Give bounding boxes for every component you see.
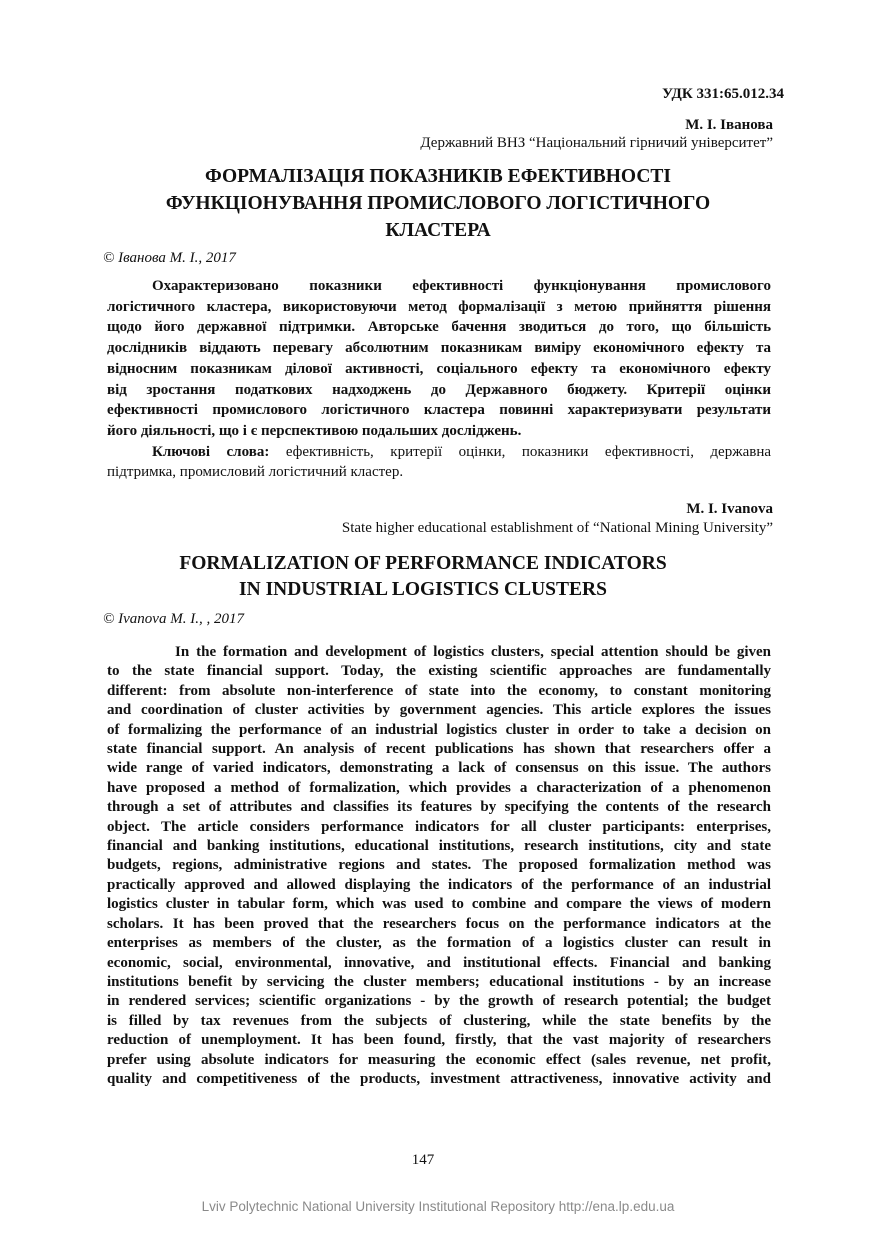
abstract-line: його діяльності, що і є перспективою подальших досліджень. [107,422,522,439]
abstract-line: through a set of attributes and classifies its features by specifying the contents of the research [107,799,771,816]
ua-copyright: © Іванова М. І., 2017 [103,250,236,266]
abstract-line: economic, social, environmental, innovative, and institutional effects. Financial and banking [107,954,771,971]
abstract-line: budgets, regions, administrative regions and states. The proposed formalization method was [107,857,771,874]
ua-author: М. І. Іванова [685,117,773,133]
repository-footer: Lviv Polytechnic National University Institutional Repository http://ena.lp.edu.ua [201,1199,675,1214]
en-affiliation: State higher educational establishment of “National Mining University” [341,520,773,536]
ua-title-line: КЛАСТЕРА [385,220,491,241]
abstract-line: practically approved and allowed displaying the indicators of the performance of an industrial [107,876,771,893]
ua-affiliation: Державний ВНЗ “Національний гірничий університет” [420,135,773,151]
abstract-line: financial and banking institutions, educational institutions, research institutions, city and state [107,838,771,855]
abstract-line: different: from absolute non-interference of state into the economy, to constant monitoring [107,682,771,699]
ua-abstract [107,276,771,483]
abstract-line: institutions benefit by servicing the cluster members; educational institutions - by an increase [107,973,771,990]
en-abstract [107,643,771,1089]
ua-keywords [107,442,771,463]
abstract-line: логістичного кластера, використовуючи метод формалізації з метою прийняття рішення [107,298,771,315]
abstract-line: object. The article considers performance indicators for all cluster participants: enterprises, [107,818,771,835]
abstract-line: to the state financial support. Today, the existing scientific approaches are fundamentally [107,663,771,680]
ua-title-line: ФУНКЦІОНУВАННЯ ПРОМИСЛОВОГО ЛОГІСТИЧНОГО [165,193,711,214]
abstract-line: wide range of varied indicators, demonstrating a lack of consensus on this issue. The authors [107,760,771,777]
abstract-line: від зростання податкових надходжень до Державного бюджету. Критерії оцінки [107,381,771,398]
page-number: 147 [411,1152,435,1168]
en-title-line: IN INDUSTRIAL LOGISTICS CLUSTERS [239,579,607,600]
en-title-line: FORMALIZATION OF PERFORMANCE INDICATORS [179,553,667,574]
ua-title-line: ФОРМАЛІЗАЦІЯ ПОКАЗНИКІВ ЕФЕКТИВНОСТІ [204,166,672,187]
abstract-line: Охарактеризовано показники ефективності функціонування промислового [152,278,771,294]
keywords-line: підтримка, промисловий логістичний кластер. [107,464,404,481]
abstract-line: in rendered services; scientific organizations - by the growth of research potential; the budget [107,993,771,1010]
abstract-line: have proposed a method of formalization, which provides a characterization of a phenomenon [107,779,771,796]
abstract-line: reduction of unemployment. It has been found, firstly, that the vast majority of researchers [107,1032,771,1049]
abstract-line: In the formation and development of logistics clusters, special attention should be given [175,644,771,660]
keywords-line: ефективність, критерії оцінки, показники ефективності, державна [285,443,772,460]
abstract-line: logistics cluster in tabular form, which was used to combine and compare the views of modern [107,896,771,913]
abstract-line: is filled by tax revenues from the subjects of clustering, while the state benefits by the [107,1012,771,1029]
ua-title [0,163,876,244]
abstract-line: дослідників віддають перевагу абсолютним показникам виміру економічного ефекту та [107,340,771,357]
abstract-line: of formalizing the performance of an industrial logistics cluster in order to take a decision on [107,721,771,738]
keywords-label: Ключові слова: [152,443,270,460]
udc-code: УДК 331:65.012.34 [662,86,784,102]
abstract-line: ефективності промислового логістичного кластера повинні характеризувати результати [107,402,771,419]
abstract-line: scholars. It has been proved that the researchers focus on the performance indicators at the [107,915,771,932]
en-author: M. I. Ivanova [686,501,773,517]
abstract-line: state financial support. An analysis of recent publications has shown that researchers offer a [107,741,771,758]
abstract-line: and coordination of cluster activities by government agencies. This article explores the issues [107,702,771,719]
abstract-line: відносним показникам ділової активності, соціального ефекту та економічного ефекту [107,360,771,377]
en-copyright: © Ivanova M. I., , 2017 [103,611,244,627]
abstract-line: enterprises as members of the cluster, as the formation of a logistics cluster can result in [107,935,771,952]
en-title [0,551,846,603]
abstract-line: quality and competitiveness of the products, investment attractiveness, innovative activity and [107,1070,771,1087]
abstract-line: prefer using absolute indicators for measuring the economic effect (sales revenue, net profit, [107,1051,771,1068]
abstract-line: щодо його державної підтримки. Авторське бачення зводиться до того, що більшість [107,319,771,336]
